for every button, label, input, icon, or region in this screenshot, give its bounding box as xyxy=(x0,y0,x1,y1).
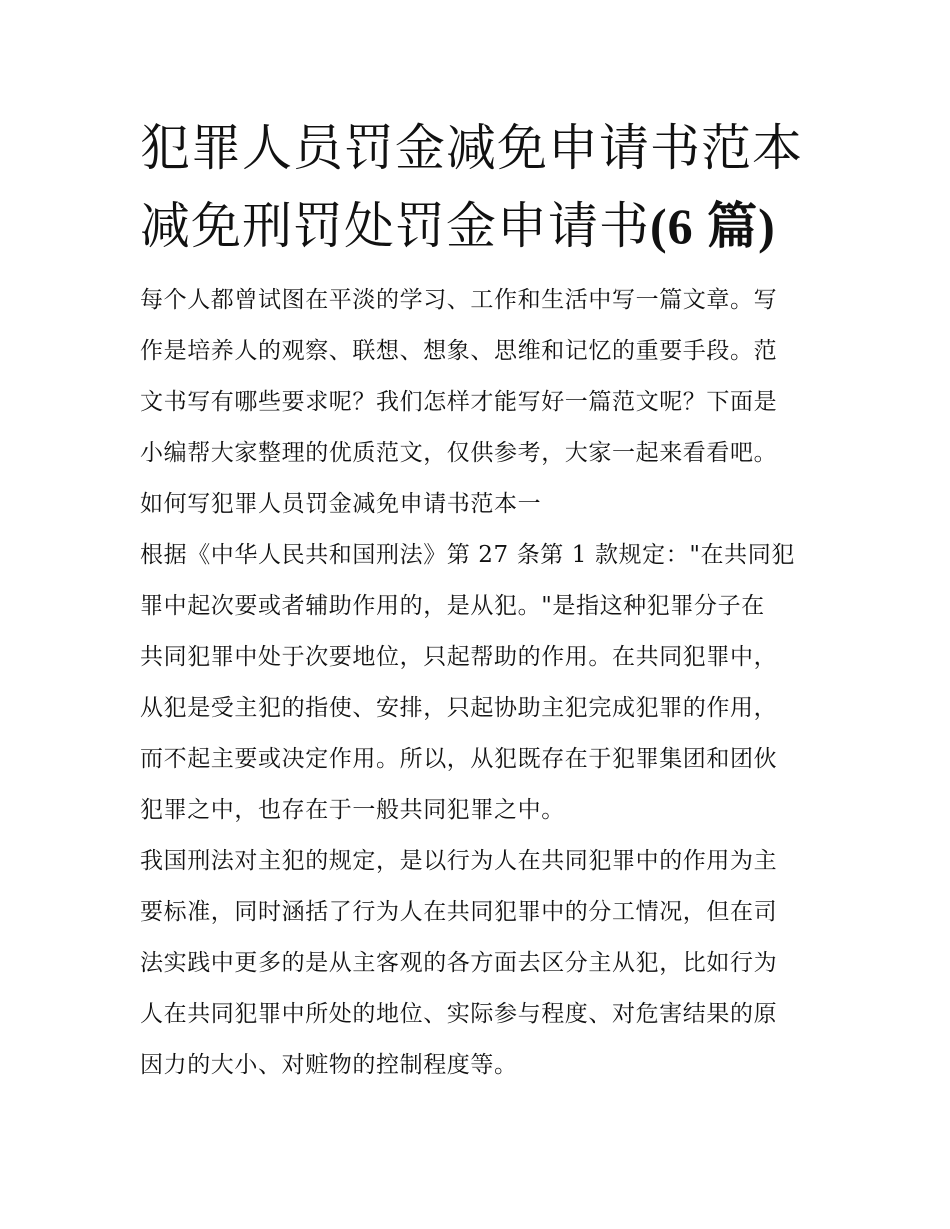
body-line: 每个人都曾试图在平淡的学习、工作和生活中写一篇文章。写 xyxy=(140,287,778,313)
body-line: 从犯是受主犯的指使、安排，只起协助主犯完成犯罪的作用， xyxy=(140,695,778,721)
document-title-count: (6 篇) xyxy=(650,198,776,254)
body-line: 文书写有哪些要求呢？我们怎样才能写好一篇范文呢？下面是 xyxy=(140,389,778,415)
body-line: 根据《中华人民共和国刑法》第 27 条第 1 款规定："在共同犯 xyxy=(140,542,795,568)
body-line: 罪中起次要或者辅助作用的，是从犯。"是指这种犯罪分子在 xyxy=(140,593,765,619)
body-line: 要标准，同时涵括了行为人在共同犯罪中的分工情况，但在司 xyxy=(140,899,778,925)
document-title-line-2-text: 减免刑罚处罚金申请书 xyxy=(140,197,650,255)
body-line: 法实践中更多的是从主客观的各方面去区分主从犯，比如行为 xyxy=(140,950,778,976)
section-heading: 如何写犯罪人员罚金减免申请书范本一 xyxy=(140,491,542,517)
body-line: 而不起主要或决定作用。所以，从犯既存在于犯罪集团和团伙 xyxy=(140,746,778,772)
document-title-line-2 xyxy=(140,196,820,256)
body-line: 因力的大小、对赃物的控制程度等。 xyxy=(140,1052,518,1078)
body-line: 人在共同犯罪中所处的地位、实际参与程度、对危害结果的原 xyxy=(140,1001,778,1027)
document-title-line-1: 犯罪人员罚金减免申请书范本 xyxy=(140,119,803,177)
body-line: 我国刑法对主犯的规定，是以行为人在共同犯罪中的作用为主 xyxy=(140,848,778,874)
body-line: 犯罪之中，也存在于一般共同犯罪之中。 xyxy=(140,797,565,823)
body-line: 共同犯罪中处于次要地位，只起帮助的作用。在共同犯罪中， xyxy=(140,644,778,670)
body-line: 作是培养人的观察、联想、想象、思维和记忆的重要手段。范 xyxy=(140,338,778,364)
body-line: 小编帮大家整理的优质范文，仅供参考，大家一起来看看吧。 xyxy=(140,440,778,466)
